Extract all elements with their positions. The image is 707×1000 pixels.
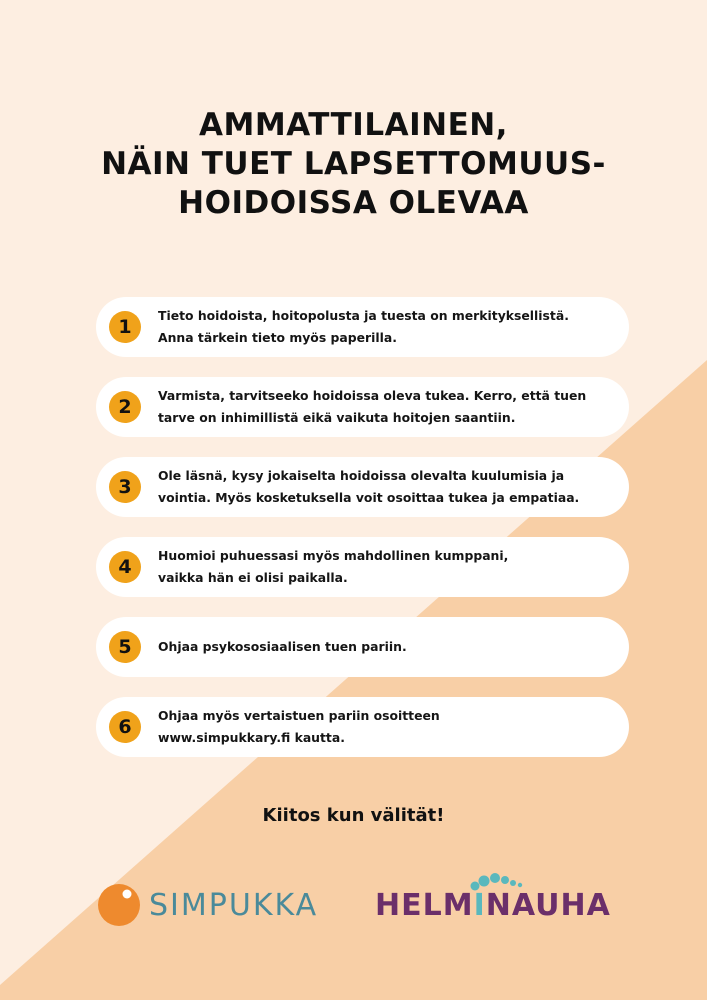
tip-number-badge: 3 bbox=[109, 471, 141, 503]
tip-number-badge: 2 bbox=[109, 391, 141, 423]
poster-title bbox=[0, 106, 707, 223]
tip-item-1 bbox=[96, 297, 629, 357]
tip-text bbox=[158, 705, 613, 749]
helminauha-logo bbox=[375, 870, 615, 930]
title-line-3: HOIDOISSA OLEVAA bbox=[178, 185, 529, 221]
tip-text-line: Ohjaa myös vertaistuen pariin osoitteen bbox=[158, 708, 440, 723]
tip-text-line: vaikka hän ei olisi paikalla. bbox=[158, 570, 348, 585]
tip-text-line: Ohjaa psykososiaalisen tuen pariin. bbox=[158, 639, 407, 654]
tip-number-badge: 4 bbox=[109, 551, 141, 583]
tip-item-3 bbox=[96, 457, 629, 517]
tip-text-line: Tieto hoidoista, hoitopolusta ja tuesta on merkityksellistä. bbox=[158, 308, 569, 323]
tip-text-line: Huomioi puhuessasi myös mahdollinen kumppani, bbox=[158, 548, 509, 563]
helminauha-text-part: NAUHA bbox=[485, 888, 611, 923]
tip-number-badge: 6 bbox=[109, 711, 141, 743]
tip-item-4 bbox=[96, 537, 629, 597]
thanks-text: Kiitos kun välität! bbox=[262, 805, 445, 826]
tips-list bbox=[96, 297, 629, 777]
title-line-2: NÄIN TUET LAPSETTOMUUS- bbox=[101, 146, 606, 182]
tip-text-line: Anna tärkein tieto myös paperilla. bbox=[158, 330, 397, 345]
tip-number-badge: 1 bbox=[109, 311, 141, 343]
tip-item-6 bbox=[96, 697, 629, 757]
tip-number-badge: 5 bbox=[109, 631, 141, 663]
helminauha-text-part: I bbox=[473, 888, 486, 923]
tip-text-line: Ole läsnä, kysy jokaiselta hoidoissa olevalta kuulumisia ja bbox=[158, 468, 565, 483]
tip-text-line: tarve on inhimillistä eikä vaikuta hoitojen saantiin. bbox=[158, 410, 516, 425]
simpukka-wordmark: SIMPUKKA bbox=[149, 887, 319, 923]
tip-text-line: vointia. Myös kosketuksella voit osoittaa tukea ja empatiaa. bbox=[158, 490, 580, 505]
tip-text-line: Varmista, tarvitseeko hoidoissa oleva tukea. Kerro, että tuen bbox=[158, 388, 587, 403]
tip-text bbox=[158, 636, 613, 658]
tip-text bbox=[158, 305, 613, 349]
title-line-1: AMMATTILAINEN, bbox=[199, 107, 508, 143]
simpukka-logo bbox=[97, 882, 318, 928]
tip-item-2 bbox=[96, 377, 629, 437]
tip-text bbox=[158, 545, 613, 589]
tip-text bbox=[158, 465, 613, 509]
orange-ball-icon bbox=[97, 883, 141, 927]
helminauha-wordmark bbox=[375, 888, 611, 923]
helminauha-text-part: HELM bbox=[375, 888, 474, 923]
tip-text bbox=[158, 385, 613, 429]
tip-text-line: www.simpukkary.fi kautta. bbox=[158, 730, 345, 745]
tip-item-5 bbox=[96, 617, 629, 677]
